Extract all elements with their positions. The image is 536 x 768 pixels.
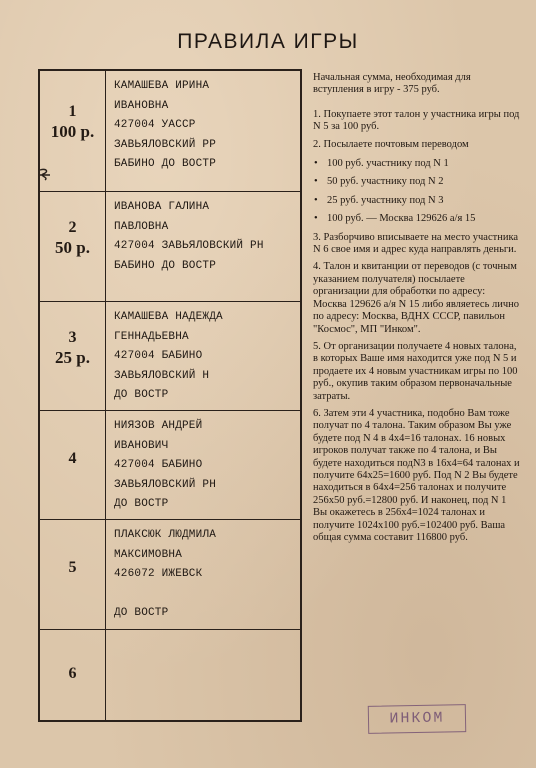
rule-4: 4. Талон и квитанции от переводов (с точным указанием получателя) посылаете организации для обработки по адресу: Москва 129626 а/я N 15 либо являетесь лично по адресу: Москва, ВДНХ СССР, павильон "Космос", МП "Инком". xyxy=(313,261,519,335)
rule-3: 3. Разборчиво вписываете на место участника N 6 свое имя и адрес куда направлять деньги. xyxy=(313,231,519,256)
participant-line: 427004 БАБИНО xyxy=(114,350,203,362)
row-number: 2 xyxy=(68,219,77,236)
inkom-stamp: ИНКОМ xyxy=(368,704,466,734)
rule-6: 6. Затем эти 4 участника, подобно Вам тоже получат по 4 талона. Таким образом Вы уже будете под N 4 в 4х4=16 талонах. 16 новых игроков получат также по 4 талона, и Вы будете находиться подN3 в 16х4=64 талонах и получите 64х25=1600 руб. Под N 2 Вы будете находиться в 64х4=256 талонах и получите 256х50 руб.=12800 руб. И наконец, под N 1 Вы окажетесь в 256х4=1024 талонах и получите 1024х100 руб.=102400 руб. Ваша общая сумма составит 116800 руб. xyxy=(313,407,520,543)
rules-text xyxy=(313,72,521,549)
participant-line: ДО ВОСТР xyxy=(114,607,169,619)
participants-table xyxy=(38,69,302,722)
participant-line: ЗАВЬЯЛОВСКИЙ Н xyxy=(114,369,210,382)
row-number: 5 xyxy=(68,559,77,576)
participant-line: БАБИНО ДО ВОСТР xyxy=(114,158,217,170)
participant-line: 427004 УАССР xyxy=(114,119,196,131)
page-title: ПРАВИЛА ИГРЫ xyxy=(177,30,359,53)
table-row xyxy=(40,411,300,520)
participant-line: ИВАНОВИЧ xyxy=(114,439,169,452)
participant-info xyxy=(114,417,298,515)
table-row xyxy=(40,71,300,192)
bullet-item: • 50 руб. участнику под N 2 xyxy=(313,176,521,188)
row-number-cell xyxy=(40,520,106,629)
row-amount: 100 р. xyxy=(50,122,95,141)
participant-line: ЗАВЬЯЛОВСКИЙ РН xyxy=(114,478,217,491)
participant-info xyxy=(114,77,298,175)
participant-line: КАМАШЕВА НАДЕЖДА xyxy=(114,311,223,323)
participant-line: КАМАШЕВА ИРИНА xyxy=(114,80,210,92)
participant-line: ПАВЛОВНА xyxy=(114,220,169,233)
participant-info xyxy=(114,526,298,624)
participant-line: 427004 БАБИНО xyxy=(114,459,203,471)
row-amount: 25 р. xyxy=(55,348,90,367)
participant-line: ГЕННАДЬЕВНА xyxy=(114,330,189,343)
rule-2: 2. Посылаете почтовым переводом xyxy=(313,138,469,150)
participant-line: ЗАВЬЯЛОВСКИЙ РР xyxy=(114,138,217,151)
row-number: 3 xyxy=(68,329,77,346)
participant-info xyxy=(114,308,298,406)
table-row xyxy=(40,192,300,302)
participant-line: 427004 ЗАВЬЯЛОВСКИЙ РН xyxy=(114,240,264,252)
participant-line: 426072 ИЖЕВСК xyxy=(114,568,203,580)
participant-line: ДО ВОСТР xyxy=(114,389,169,401)
row-number-cell xyxy=(40,630,106,720)
row-amount: 50 р. xyxy=(55,238,90,257)
rule-5: 5. От организации получаете 4 новых талона, в которых Ваше имя находится уже под N 5 и продаете их 4 новым участникам игры по 100 руб., окупив таким образом первоначальные затраты. xyxy=(313,340,518,402)
row-number: 4 xyxy=(68,450,77,467)
participant-line: ДО ВОСТР xyxy=(114,498,169,510)
bullet-item: • 100 руб. — Москва 129626 а/я 15 xyxy=(313,213,521,225)
participant-line: ИВАНОВНА xyxy=(114,99,169,112)
participant-line xyxy=(114,585,298,605)
table-row xyxy=(40,520,300,630)
participant-line: МАКСИМОВНА xyxy=(114,548,183,561)
handwritten-mark-icon xyxy=(37,167,53,183)
rule-1: 1. Покупаете этот талон у участника игры под N 5 за 100 руб. xyxy=(313,108,520,133)
row-number-cell xyxy=(40,192,106,301)
participant-info xyxy=(114,198,298,276)
table-row-empty xyxy=(40,630,300,720)
row-number: 6 xyxy=(68,665,77,682)
bullet-item: • 100 руб. участнику под N 1 xyxy=(313,158,521,170)
table-row xyxy=(40,302,300,411)
bullet-item: • 25 руб. участнику под N 3 xyxy=(313,195,521,207)
row-number: 1 xyxy=(68,103,77,120)
participant-line: ПЛАКСЮК ЛЮДМИЛА xyxy=(114,529,217,541)
rules-intro: Начальная сумма, необходимая для вступления в игру - 375 руб. xyxy=(313,72,471,96)
participant-line: ИВАНОВА ГАЛИНА xyxy=(114,201,210,213)
participant-line: НИЯЗОВ АНДРЕЙ xyxy=(114,420,203,432)
participant-line: БАБИНО ДО ВОСТР xyxy=(114,259,217,272)
row-number-cell xyxy=(40,411,106,519)
row-number-cell xyxy=(40,302,106,410)
